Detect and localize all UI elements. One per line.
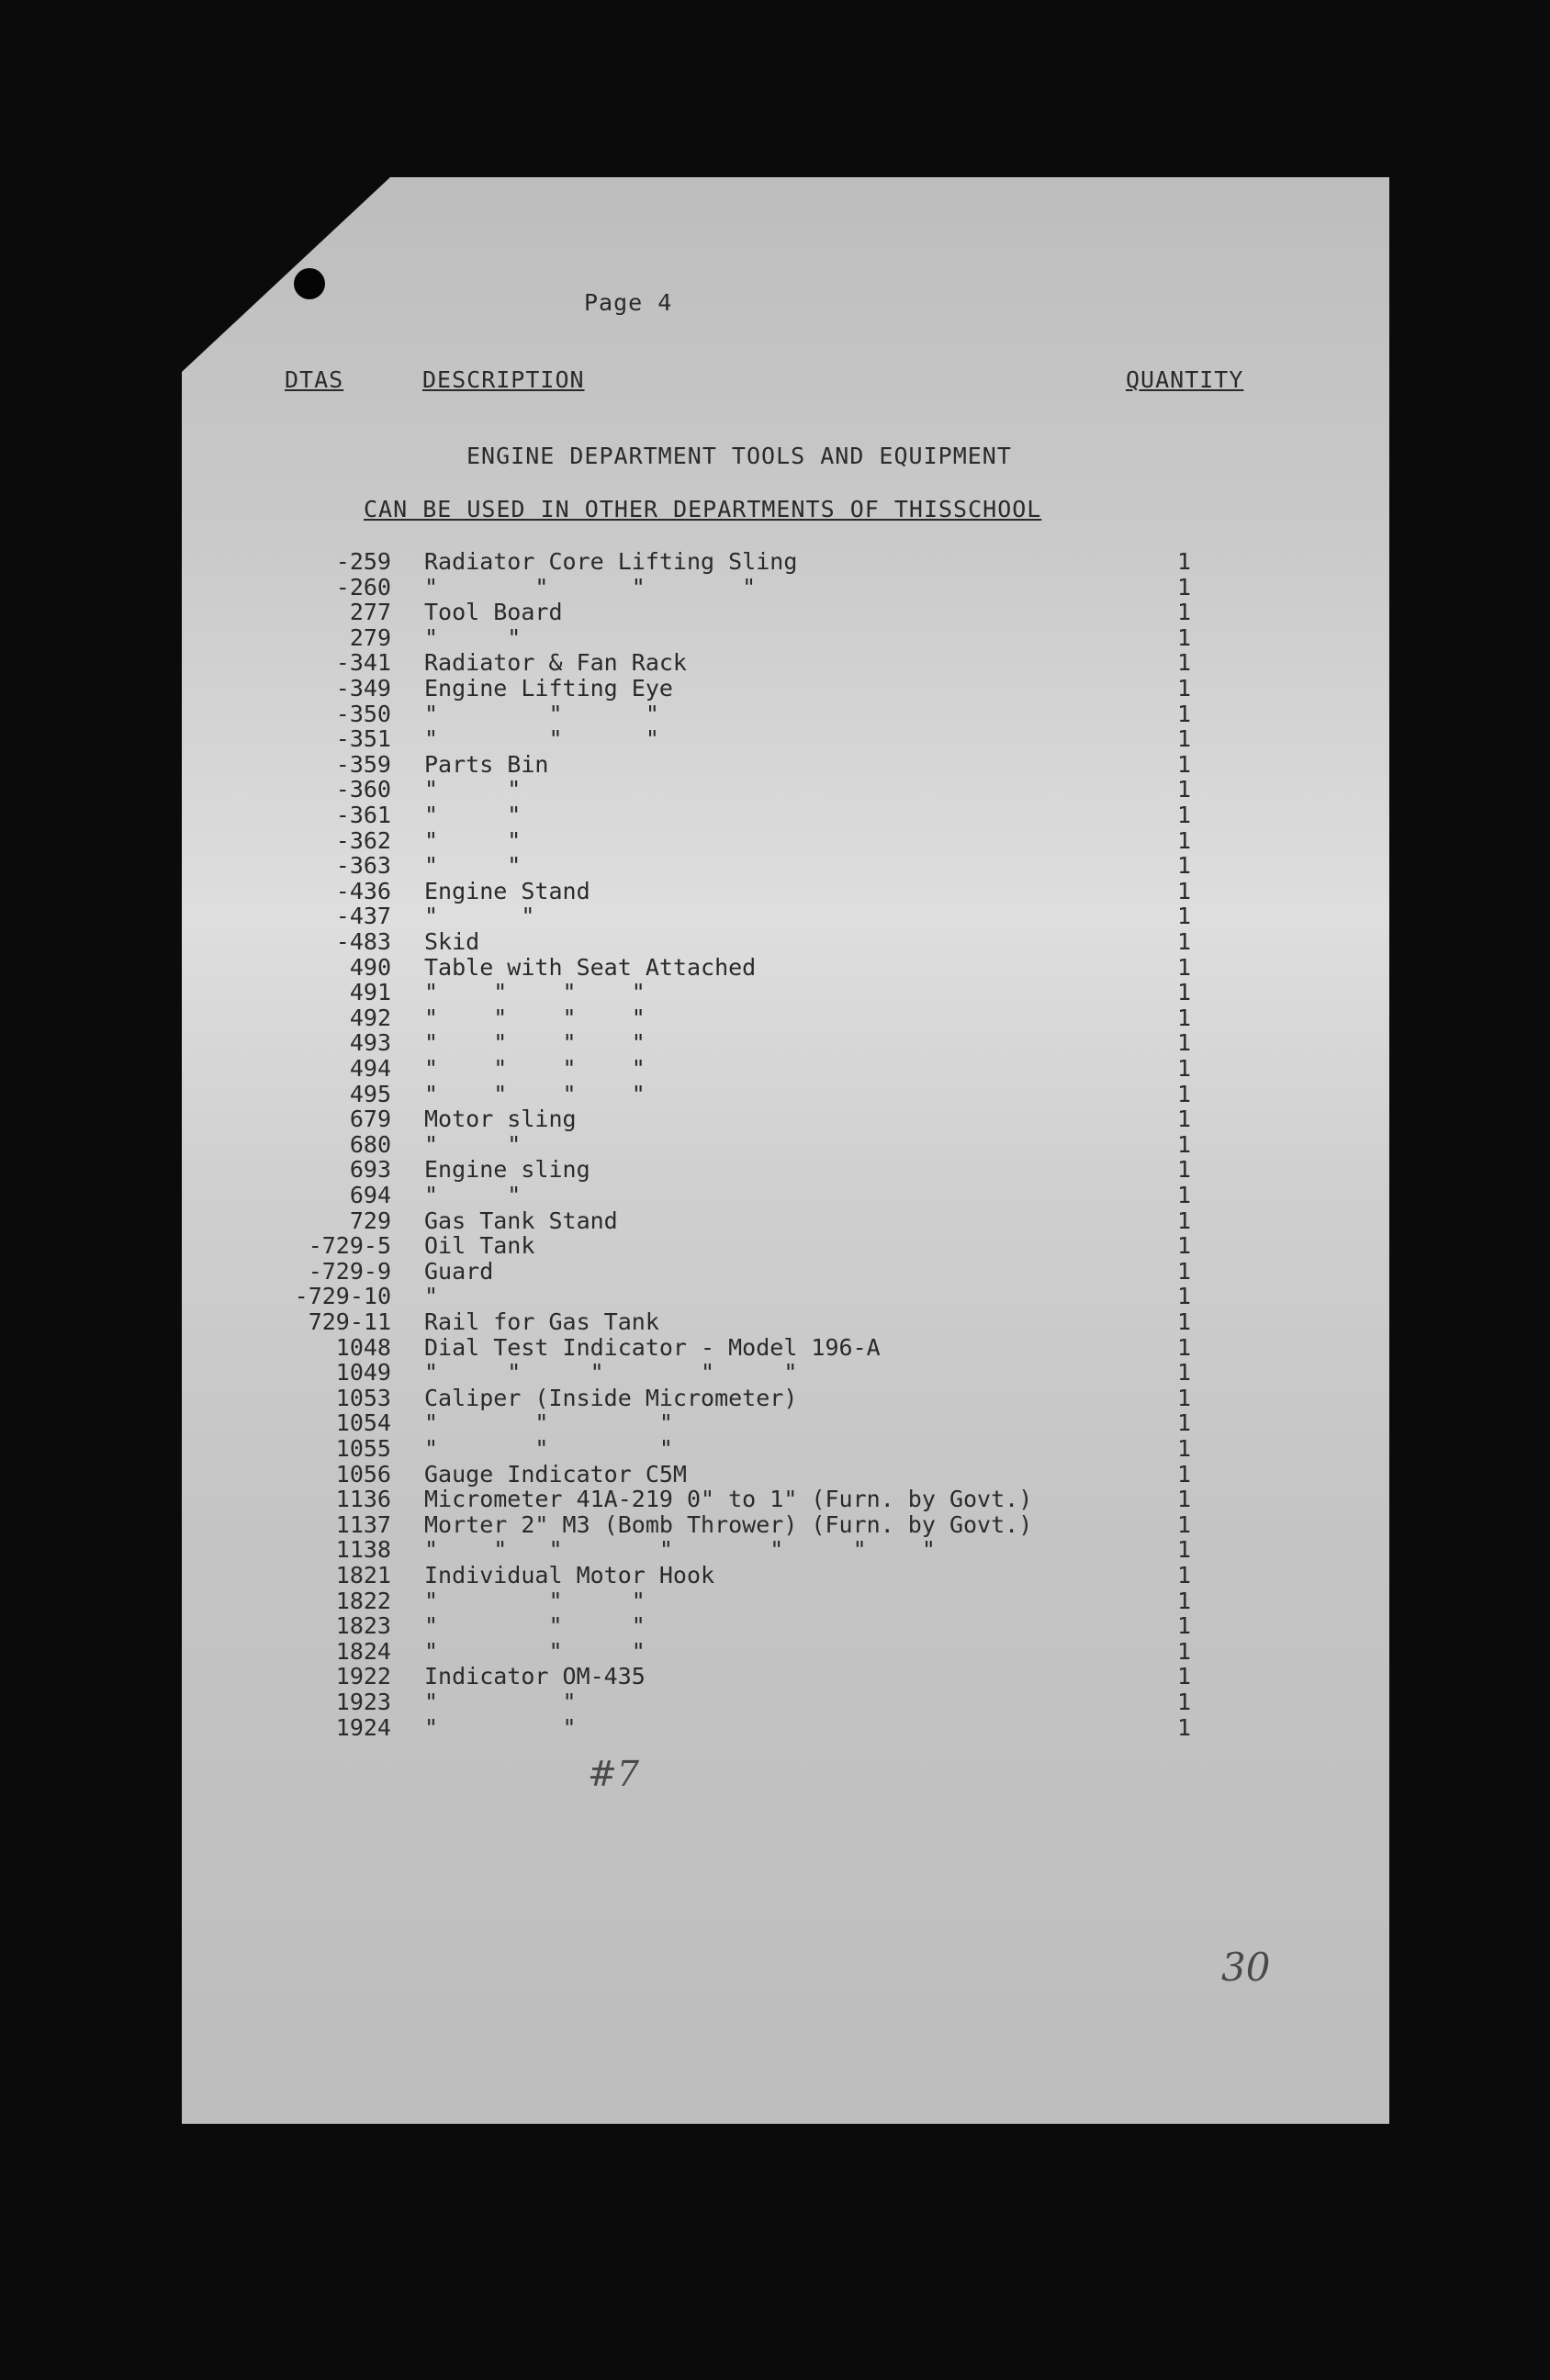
row-description: Tool Board	[424, 599, 563, 625]
handwritten-mark: #7	[588, 1754, 640, 1794]
table-row	[0, 828, 1550, 853]
row-dtas: -349	[335, 675, 391, 702]
row-quantity: 1	[1177, 1232, 1192, 1259]
row-description: " "	[424, 1714, 577, 1741]
row-description: " " " "	[424, 979, 646, 1005]
table-row	[0, 549, 1550, 574]
table-row	[0, 1056, 1550, 1081]
row-description: Radiator & Fan Rack	[424, 649, 687, 676]
table-row	[0, 1537, 1550, 1562]
row-quantity: 1	[1177, 574, 1192, 601]
row-dtas: 1048	[335, 1334, 391, 1361]
row-quantity: 1	[1177, 649, 1192, 676]
row-dtas: -359	[335, 751, 391, 778]
row-dtas: -360	[335, 776, 391, 803]
row-description: Parts Bin	[424, 751, 549, 778]
row-description: Caliper (Inside Micrometer)	[424, 1385, 798, 1411]
row-quantity: 1	[1177, 776, 1192, 803]
row-quantity: 1	[1177, 903, 1192, 929]
table-row	[0, 1690, 1550, 1714]
table-row	[0, 1487, 1550, 1511]
table-row	[0, 1132, 1550, 1157]
table-row	[0, 1639, 1550, 1664]
section-title: ENGINE DEPARTMENT TOOLS AND EQUIPMENT	[466, 443, 1012, 469]
table-row	[0, 1208, 1550, 1233]
row-dtas: 494	[349, 1055, 391, 1082]
row-dtas: 1922	[335, 1663, 391, 1690]
row-quantity: 1	[1177, 1283, 1192, 1309]
table-row	[0, 853, 1550, 878]
row-dtas: -350	[335, 701, 391, 727]
table-row	[0, 1284, 1550, 1308]
row-dtas: 279	[349, 624, 391, 651]
row-quantity: 1	[1177, 599, 1192, 625]
row-description: Table with Seat Attached	[424, 954, 757, 981]
row-description: " "	[424, 776, 522, 803]
row-quantity: 1	[1177, 1156, 1192, 1183]
table-row	[0, 1589, 1550, 1613]
table-row	[0, 1436, 1550, 1461]
table-row	[0, 702, 1550, 726]
table-row	[0, 1613, 1550, 1638]
row-dtas: 1053	[335, 1385, 391, 1411]
row-description: " "	[424, 802, 522, 828]
row-quantity: 1	[1177, 1409, 1192, 1436]
row-quantity: 1	[1177, 878, 1192, 904]
row-description: " "	[424, 1182, 522, 1208]
row-quantity: 1	[1177, 1131, 1192, 1158]
table-row	[0, 1386, 1550, 1410]
table-row	[0, 726, 1550, 751]
row-description: " " " "	[424, 1055, 646, 1082]
row-quantity: 1	[1177, 1588, 1192, 1614]
row-quantity: 1	[1177, 1258, 1192, 1285]
row-quantity: 1	[1177, 1435, 1192, 1462]
row-quantity: 1	[1177, 954, 1192, 981]
row-quantity: 1	[1177, 1461, 1192, 1488]
row-description: " " "	[424, 1612, 646, 1639]
table-row	[0, 1183, 1550, 1207]
row-dtas: -362	[335, 827, 391, 854]
row-description: Oil Tank	[424, 1232, 535, 1259]
row-quantity: 1	[1177, 701, 1192, 727]
row-description: Engine Stand	[424, 878, 590, 904]
row-description: " "	[424, 903, 535, 929]
row-dtas: 1923	[335, 1689, 391, 1715]
table-row	[0, 879, 1550, 904]
row-dtas: 1823	[335, 1612, 391, 1639]
row-description: " " " "	[424, 574, 757, 601]
row-quantity: 1	[1177, 1663, 1192, 1690]
row-description: Gauge Indicator C5M	[424, 1461, 687, 1488]
row-description: Individual Motor Hook	[424, 1562, 715, 1589]
row-dtas: -436	[335, 878, 391, 904]
row-description: " "	[424, 827, 522, 854]
row-description: Morter 2" M3 (Bomb Thrower) (Furn. by Govt.)	[424, 1511, 1033, 1538]
row-description: " " " "	[424, 1005, 646, 1031]
row-description: Rail for Gas Tank	[424, 1308, 659, 1335]
page-number: Page 4	[584, 289, 673, 316]
row-quantity: 1	[1177, 827, 1192, 854]
row-quantity: 1	[1177, 1612, 1192, 1639]
row-dtas: 491	[349, 979, 391, 1005]
row-quantity: 1	[1177, 852, 1192, 879]
row-quantity: 1	[1177, 1714, 1192, 1741]
row-dtas: 1138	[335, 1536, 391, 1563]
table-row	[0, 1233, 1550, 1258]
row-quantity: 1	[1177, 979, 1192, 1005]
row-quantity: 1	[1177, 1562, 1192, 1589]
table-row	[0, 650, 1550, 675]
table-row	[0, 929, 1550, 954]
row-quantity: 1	[1177, 1005, 1192, 1031]
row-quantity: 1	[1177, 1081, 1192, 1107]
row-description: Guard	[424, 1258, 494, 1285]
table-row	[0, 1106, 1550, 1131]
row-dtas: 1824	[335, 1638, 391, 1665]
row-dtas: -260	[335, 574, 391, 601]
table-row	[0, 1259, 1550, 1284]
table-row	[0, 625, 1550, 650]
row-description: " " "	[424, 701, 659, 727]
table-row	[0, 1157, 1550, 1182]
table-row	[0, 1030, 1550, 1055]
row-description: Dial Test Indicator - Model 196-A	[424, 1334, 881, 1361]
row-dtas: -363	[335, 852, 391, 879]
row-dtas: -437	[335, 903, 391, 929]
row-quantity: 1	[1177, 1385, 1192, 1411]
row-quantity: 1	[1177, 1334, 1192, 1361]
row-dtas: 493	[349, 1029, 391, 1056]
row-quantity: 1	[1177, 802, 1192, 828]
row-quantity: 1	[1177, 1511, 1192, 1538]
row-description: " " " " "	[424, 1359, 798, 1386]
handwritten-page-number: 30	[1221, 1945, 1271, 1990]
table-row	[0, 676, 1550, 701]
table-row	[0, 1410, 1550, 1435]
row-dtas: 277	[349, 599, 391, 625]
table-row	[0, 1335, 1550, 1360]
row-description: Radiator Core Lifting Sling	[424, 548, 798, 575]
row-dtas: 694	[349, 1182, 391, 1208]
row-description: Micrometer 41A-219 0" to 1" (Furn. by Govt.)	[424, 1486, 1033, 1512]
table-row	[0, 600, 1550, 624]
row-dtas: 1821	[335, 1562, 391, 1589]
header-quantity: QUANTITY	[1126, 366, 1244, 393]
row-quantity: 1	[1177, 1106, 1192, 1132]
row-dtas: -729-5	[308, 1232, 391, 1259]
row-quantity: 1	[1177, 725, 1192, 752]
row-dtas: 729-11	[308, 1308, 391, 1335]
row-dtas: -361	[335, 802, 391, 828]
row-description: Gas Tank Stand	[424, 1207, 618, 1234]
row-dtas: 1137	[335, 1511, 391, 1538]
row-description: " "	[424, 1131, 522, 1158]
row-dtas: 729	[349, 1207, 391, 1234]
row-dtas: 679	[349, 1106, 391, 1132]
row-dtas: -259	[335, 548, 391, 575]
row-description: Motor sling	[424, 1106, 577, 1132]
row-dtas: 1924	[335, 1714, 391, 1741]
row-dtas: -483	[335, 928, 391, 955]
row-dtas: -341	[335, 649, 391, 676]
row-dtas: -729-10	[294, 1283, 391, 1309]
row-dtas: 1136	[335, 1486, 391, 1512]
row-quantity: 1	[1177, 1359, 1192, 1386]
row-description: " "	[424, 852, 522, 879]
row-dtas: 495	[349, 1081, 391, 1107]
table-row	[0, 1005, 1550, 1030]
row-dtas: 1049	[335, 1359, 391, 1386]
row-quantity: 1	[1177, 624, 1192, 651]
row-quantity: 1	[1177, 1055, 1192, 1082]
row-quantity: 1	[1177, 1536, 1192, 1563]
row-quantity: 1	[1177, 1486, 1192, 1512]
row-quantity: 1	[1177, 675, 1192, 702]
row-quantity: 1	[1177, 1308, 1192, 1335]
row-quantity: 1	[1177, 1689, 1192, 1715]
table-row	[0, 1715, 1550, 1740]
table-row	[0, 1082, 1550, 1106]
table-row	[0, 752, 1550, 777]
table-row	[0, 1512, 1550, 1537]
row-quantity: 1	[1177, 548, 1192, 575]
table-row	[0, 904, 1550, 928]
row-description: " " " "	[424, 1029, 646, 1056]
row-quantity: 1	[1177, 928, 1192, 955]
row-description: " " "	[424, 1638, 646, 1665]
row-dtas: 490	[349, 954, 391, 981]
row-dtas: 492	[349, 1005, 391, 1031]
row-description: Indicator OM-435	[424, 1663, 646, 1690]
row-quantity: 1	[1177, 1029, 1192, 1056]
table-row	[0, 980, 1550, 1005]
table-row	[0, 1462, 1550, 1487]
row-description: " "	[424, 624, 522, 651]
row-description: Engine Lifting Eye	[424, 675, 673, 702]
table-row	[0, 1309, 1550, 1334]
row-dtas: 1056	[335, 1461, 391, 1488]
row-description: " " "	[424, 1435, 673, 1462]
row-dtas: 680	[349, 1131, 391, 1158]
row-description: Skid	[424, 928, 480, 955]
table-row	[0, 803, 1550, 827]
table-row	[0, 1360, 1550, 1385]
row-description: " "	[424, 1689, 577, 1715]
row-quantity: 1	[1177, 1182, 1192, 1208]
row-dtas: 1822	[335, 1588, 391, 1614]
row-dtas: 1055	[335, 1435, 391, 1462]
row-quantity: 1	[1177, 751, 1192, 778]
row-description: " " " " " " "	[424, 1536, 936, 1563]
table-row	[0, 1664, 1550, 1689]
row-description: Engine sling	[424, 1156, 590, 1183]
table-row	[0, 575, 1550, 600]
section-subtitle: CAN BE USED IN OTHER DEPARTMENTS OF THISSCHOOL	[364, 496, 1042, 522]
table-row	[0, 777, 1550, 802]
row-description: " " "	[424, 1588, 646, 1614]
row-dtas: 693	[349, 1156, 391, 1183]
table-row	[0, 1563, 1550, 1588]
header-dtas: DTAS	[285, 366, 344, 393]
row-description: "	[424, 1283, 439, 1309]
row-description: " " "	[424, 1409, 673, 1436]
table-row	[0, 955, 1550, 980]
row-description: " " "	[424, 725, 659, 752]
header-description: DESCRIPTION	[422, 366, 585, 393]
row-dtas: -729-9	[308, 1258, 391, 1285]
row-quantity: 1	[1177, 1638, 1192, 1665]
row-quantity: 1	[1177, 1207, 1192, 1234]
row-dtas: 1054	[335, 1409, 391, 1436]
row-description: " " " "	[424, 1081, 646, 1107]
row-dtas: -351	[335, 725, 391, 752]
